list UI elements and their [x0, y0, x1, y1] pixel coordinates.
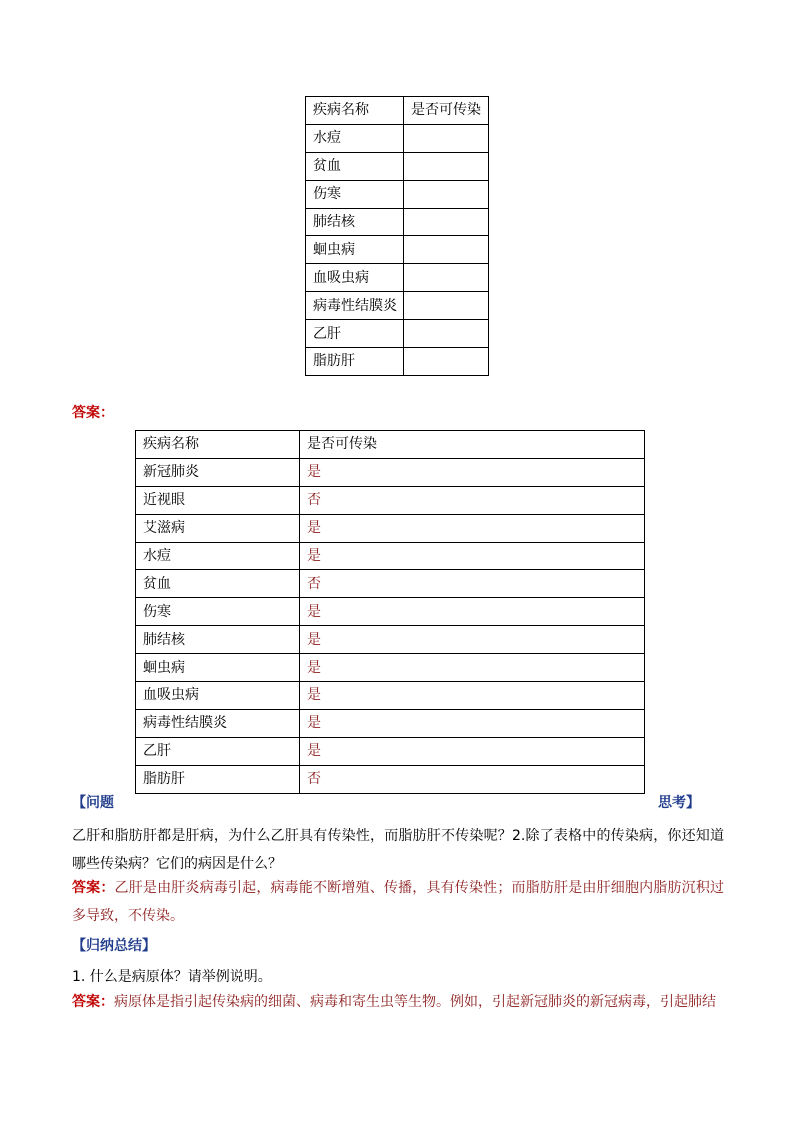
table-row — [136, 542, 645, 570]
contagious-cell: 是 — [300, 542, 645, 570]
table-row — [306, 180, 489, 208]
contagious-cell — [404, 320, 489, 348]
table-row — [136, 654, 645, 682]
disease-name-cell: 近视眼 — [136, 486, 300, 514]
disease-name-cell: 伤寒 — [306, 180, 404, 208]
disease-name-cell: 疾病名称 — [136, 431, 300, 459]
contagious-cell — [404, 348, 489, 376]
table-row — [306, 292, 489, 320]
contagious-cell — [404, 264, 489, 292]
disease-table-blank — [305, 96, 489, 376]
table-row — [306, 264, 489, 292]
contagious-cell: 是否可传染 — [404, 97, 489, 125]
disease-name-cell: 新冠肺炎 — [136, 458, 300, 486]
table-row — [306, 208, 489, 236]
question-text: 乙肝和脂肪肝都是肝病，为什么乙肝具有传染性，而脂肪肝不传染呢？2.除了表格中的传染病，你还知道哪些传染病？它们的病因是什么？ — [72, 828, 724, 872]
contagious-cell: 否 — [300, 765, 645, 793]
disease-name-cell: 脂肪肝 — [136, 765, 300, 793]
summary-answer-label: 答案： — [72, 994, 114, 1010]
table-row — [136, 458, 645, 486]
contagious-cell: 是否可传染 — [300, 431, 645, 459]
disease-name-cell: 肺结核 — [136, 626, 300, 654]
answer-label: 答案： — [72, 405, 114, 421]
contagious-cell: 是 — [300, 682, 645, 710]
table-header-row — [306, 97, 489, 125]
disease-name-cell: 肺结核 — [306, 208, 404, 236]
table-row — [306, 152, 489, 180]
contagious-cell — [404, 292, 489, 320]
contagious-cell: 否 — [300, 570, 645, 598]
summary-question-1: 1. 什么是病原体？请举例说明。 — [72, 969, 272, 985]
contagious-cell: 是 — [300, 514, 645, 542]
disease-name-cell: 蛔虫病 — [136, 654, 300, 682]
table-row — [306, 320, 489, 348]
disease-name-cell: 病毒性结膜炎 — [136, 709, 300, 737]
contagious-cell — [404, 208, 489, 236]
contagious-cell: 是 — [300, 709, 645, 737]
summary-answer-text: 病原体是指引起传染病的细菌、病毒和寄生虫等生物。例如，引起新冠肺炎的新冠病毒，引起肺结 — [114, 994, 716, 1010]
disease-name-cell: 疾病名称 — [306, 97, 404, 125]
question-answer-label: 答案： — [72, 880, 115, 896]
table-row — [136, 598, 645, 626]
table-row — [136, 709, 645, 737]
disease-name-cell: 贫血 — [136, 570, 300, 598]
disease-name-cell: 病毒性结膜炎 — [306, 292, 404, 320]
table-row — [136, 486, 645, 514]
table-row — [306, 124, 489, 152]
disease-name-cell: 蛔虫病 — [306, 236, 404, 264]
table-row — [136, 737, 645, 765]
contagious-cell — [404, 180, 489, 208]
disease-name-cell: 血吸虫病 — [306, 264, 404, 292]
contagious-cell: 是 — [300, 458, 645, 486]
contagious-cell — [404, 152, 489, 180]
table-row — [136, 765, 645, 793]
table-row — [306, 348, 489, 376]
disease-name-cell: 水痘 — [136, 542, 300, 570]
disease-name-cell: 血吸虫病 — [136, 682, 300, 710]
table-row — [306, 236, 489, 264]
question-heading-right: 思考】 — [658, 795, 700, 811]
table-row — [136, 570, 645, 598]
question-answer — [72, 874, 724, 930]
contagious-cell: 是 — [300, 626, 645, 654]
contagious-cell: 否 — [300, 486, 645, 514]
summary-heading: 【归纳总结】 — [72, 938, 156, 954]
contagious-cell — [404, 124, 489, 152]
disease-name-cell: 乙肝 — [136, 737, 300, 765]
disease-name-cell: 乙肝 — [306, 320, 404, 348]
disease-name-cell: 脂肪肝 — [306, 348, 404, 376]
disease-name-cell: 伤寒 — [136, 598, 300, 626]
table-row — [136, 682, 645, 710]
table-header-row — [136, 431, 645, 459]
question-answer-text: 乙肝是由肝炎病毒引起，病毒能不断增殖、传播，具有传染性；而脂肪肝是由肝细胞内脂肪沉积过多导致，不传染。 — [72, 880, 725, 924]
contagious-cell — [404, 236, 489, 264]
disease-table-answer — [135, 430, 645, 794]
table-row — [136, 626, 645, 654]
question-heading-left: 【问题 — [72, 795, 114, 811]
disease-name-cell: 艾滋病 — [136, 514, 300, 542]
contagious-cell: 是 — [300, 598, 645, 626]
table-row — [136, 514, 645, 542]
disease-name-cell: 水痘 — [306, 124, 404, 152]
contagious-cell: 是 — [300, 654, 645, 682]
summary-answer — [72, 988, 724, 1016]
disease-name-cell: 贫血 — [306, 152, 404, 180]
contagious-cell: 是 — [300, 737, 645, 765]
